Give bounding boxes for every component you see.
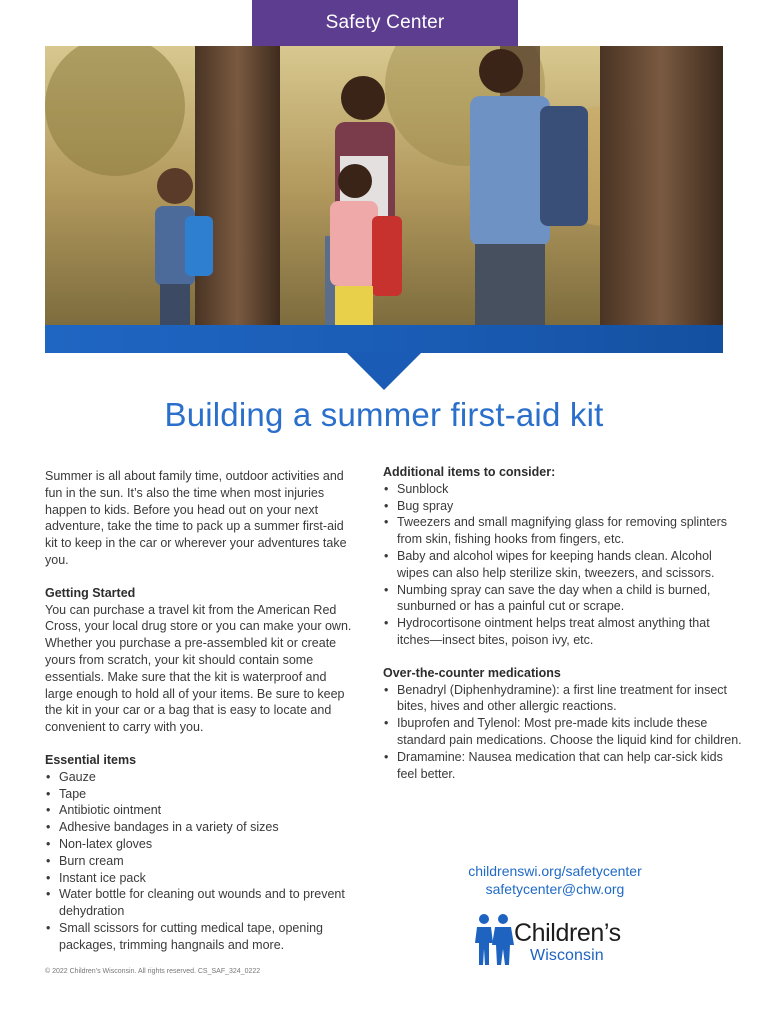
logo-name: Children’s (514, 919, 621, 947)
list-item: • Hydrocortisone ointment helps treat almost anything that itches—insect bites, poison ivy, etc. (383, 615, 743, 649)
hero-blue-band (45, 325, 723, 353)
list-item: • Ibuprofen and Tylenol: Most pre-made kits include these standard pain medications. Choose the liquid kind for children. (383, 715, 743, 749)
list-item: • Tweezers and small magnifying glass for removing splinters from skin, fishing hooks from fingers, etc. (383, 514, 743, 548)
hero-photo (45, 46, 723, 326)
list-item: • Burn cream (45, 853, 353, 870)
essential-items-heading: Essential items (45, 752, 137, 767)
getting-started-heading: Getting Started (45, 585, 136, 600)
list-item: • Sunblock (383, 481, 743, 498)
contact-block (440, 862, 670, 898)
list-item: • Numbing spray can save the day when a child is burned, sunburned or has a painful cut or scrape. (383, 582, 743, 616)
logo-subtitle: Wisconsin (530, 947, 604, 964)
list-item: • Dramamine: Nausea medication that can help car-sick kids feel better. (383, 749, 743, 783)
getting-started-paragraph: You can purchase a travel kit from the American Red Cross, your local drug store or you can make your own. Whether you purchase a pre-assembled kit or create yours from scratch, your kit should contain some essentials. Make sure that the kit is waterproof and large enough to hold all of your items. Be sure to keep the kit in your car or a bag that is easy to locate and convenient to carry with you. (45, 602, 352, 735)
list-item: • Benadryl (Diphenhydramine): a first line treatment for insect bites, hives and other allergic reactions. (383, 682, 743, 716)
list-item: • Water bottle for cleaning out wounds and to prevent dehydration (45, 886, 353, 920)
band-pointer (346, 352, 422, 390)
list-item: • Instant ice pack (45, 870, 353, 887)
intro-paragraph: Summer is all about family time, outdoor activities and fun in the sun. It’s also the time when most injuries happen to kids. Before you head out on your next adventure, take the time to pack up a summer first-aid kit to keep in the car or wherever your adventures take you. (45, 469, 347, 567)
list-item: • Small scissors for cutting medical tape, opening packages, trimming hangnails and more. (45, 920, 353, 954)
childrens-wisconsin-logo (473, 913, 643, 969)
additional-items-list (383, 481, 743, 649)
list-item: • Baby and alcohol wipes for keeping hands clean. Alcohol wipes can also help sterilize skin, tweezers, and scissors. (383, 548, 743, 582)
safety-center-email-link[interactable]: safetycenter@chw.org (485, 881, 625, 897)
otc-medications-heading: Over-the-counter medications (383, 665, 561, 680)
left-column (45, 468, 353, 954)
family-hiking-photo (45, 46, 723, 326)
otc-medications-list (383, 682, 743, 783)
list-item: • Adhesive bandages in a variety of sizes (45, 819, 353, 836)
list-item: • Antibiotic ointment (45, 802, 353, 819)
safety-center-url-link[interactable]: childrenswi.org/safetycenter (468, 863, 642, 879)
list-item: • Bug spray (383, 498, 743, 515)
page-title: Building a summer first-aid kit (164, 396, 604, 433)
right-column (383, 464, 743, 782)
list-item: • Non-latex gloves (45, 836, 353, 853)
essential-items-list (45, 769, 353, 954)
safety-center-tab: Safety Center (252, 0, 518, 46)
list-item: • Gauze (45, 769, 353, 786)
copyright-footer: © 2022 Children’s Wisconsin. All rights reserved. CS_SAF_324_0222 (45, 968, 261, 975)
list-item: • Tape (45, 786, 353, 803)
children-figures-icon (473, 913, 515, 967)
additional-items-heading: Additional items to consider: (383, 465, 556, 479)
